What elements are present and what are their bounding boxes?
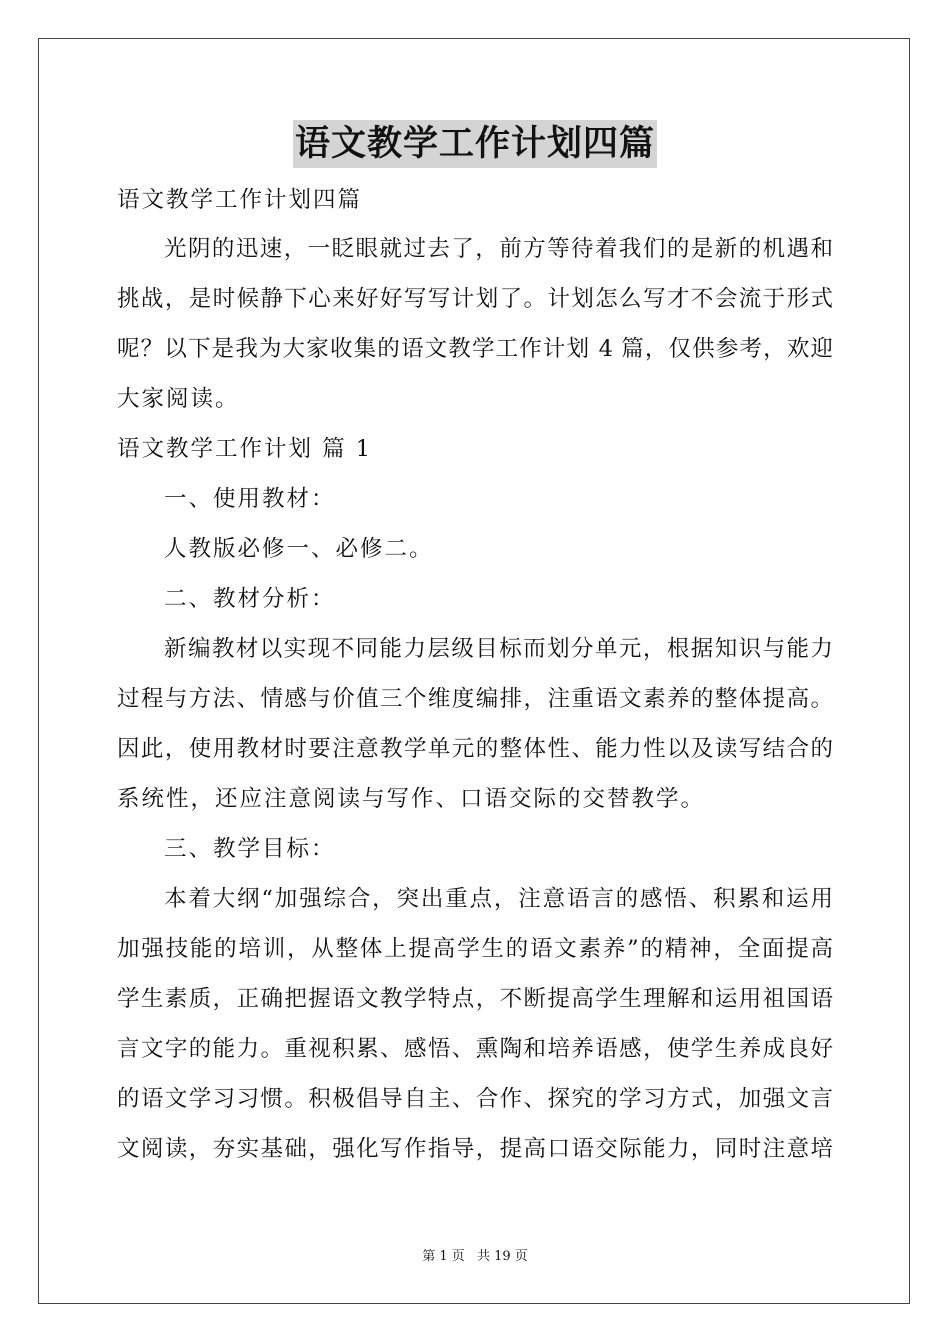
subsection-heading: 三、教学目标： [164, 836, 336, 862]
paragraph-line: 过程与方法、情感与价值三个维度编排，注重语文素养的整体提高。 [117, 686, 833, 712]
page-border [38, 38, 910, 1304]
page-number: 第 1 页 [422, 1249, 465, 1264]
page-total: 共 19 页 [476, 1249, 528, 1264]
paragraph-line: 本着大纲“加强综合，突出重点，注意语言的感悟、积累和运用 [164, 886, 833, 912]
subsection-heading: 二、教材分析： [164, 586, 336, 612]
paragraph-line: 加强技能的培训，从整体上提高学生的语文素养”的精神，全面提高 [117, 936, 833, 962]
subtitle-line: 语文教学工作计划四篇 [117, 187, 363, 213]
paragraph-line: 挑战，是时候静下心来好好写写计划了。计划怎么写才不会流于形式 [117, 286, 833, 312]
paragraph-line: 学生素质，正确把握语文教学特点，不断提高学生理解和运用祖国语 [117, 986, 833, 1012]
subsection-heading: 一、使用教材： [164, 486, 336, 512]
paragraph-line: 人教版必修一、必修二。 [164, 536, 434, 562]
paragraph-line: 的语文学习习惯。积极倡导自主、合作、探究的学习方式，加强文言 [117, 1086, 833, 1112]
paragraph-line: 大家阅读。 [117, 386, 240, 412]
paragraph-line: 系统性，还应注意阅读与写作、口语交际的交替教学。 [117, 786, 706, 812]
paragraph-line: 言文字的能力。重视积累、感悟、熏陶和培养语感，使学生养成良好 [117, 1036, 833, 1062]
section-heading: 语文教学工作计划 篇 1 [117, 436, 373, 462]
paragraph-line: 光阴的迅速，一眨眼就过去了，前方等待着我们的是新的机遇和 [164, 236, 833, 262]
title-container [0, 120, 950, 168]
paragraph-line: 因此，使用教材时要注意教学单元的整体性、能力性以及读写结合的 [117, 736, 833, 762]
paragraph-line: 新编教材以实现不同能力层级目标而划分单元，根据知识与能力 [164, 636, 833, 662]
paragraph-line: 呢？以下是我为大家收集的语文教学工作计划 4 篇，仅供参考，欢迎 [117, 336, 833, 362]
paragraph-line: 文阅读，夯实基础，强化写作指导，提高口语交际能力，同时注意培 [117, 1136, 833, 1162]
page-footer [0, 1248, 950, 1266]
document-title: 语文教学工作计划四篇 [293, 120, 657, 168]
